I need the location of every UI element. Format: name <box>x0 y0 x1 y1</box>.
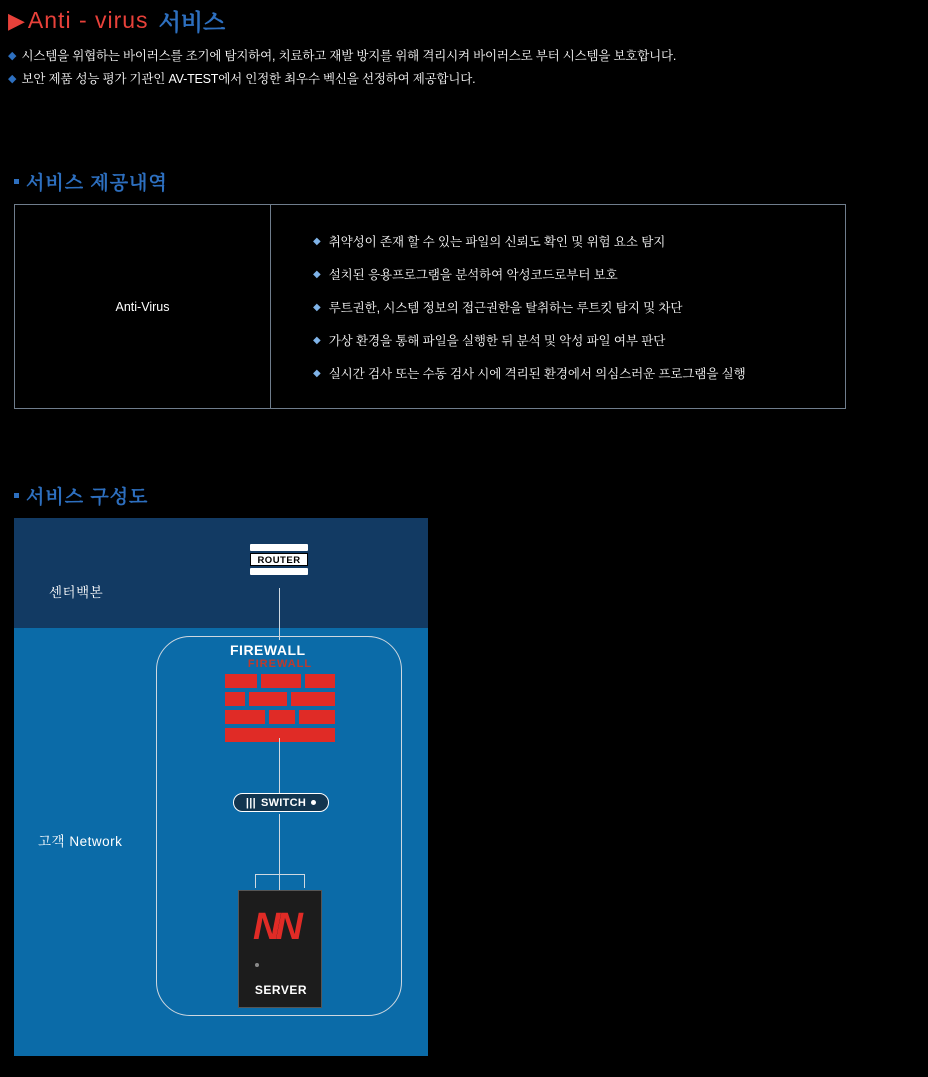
connector-router-firewall <box>279 588 280 640</box>
triangle-right-icon: ▶ <box>8 7 25 33</box>
service-item-text: 가상 환경을 통해 파일을 실행한 뒤 분석 및 악성 파일 여부 판단 <box>328 334 666 348</box>
service-item-text: 루트권한, 시스템 정보의 접근권한을 탈취하는 루트킷 탐지 및 차단 <box>328 301 683 315</box>
service-table-items <box>271 205 845 408</box>
page-title <box>8 4 225 37</box>
table-row <box>313 266 845 284</box>
page-title-en: Anti - virus <box>27 7 149 33</box>
bullet-diamond-icon: ◆ <box>313 302 321 313</box>
server-led-icon <box>255 963 259 967</box>
firewall-watermark: FIREWALL <box>247 658 313 670</box>
bullet-diamond-icon: ◆ <box>313 236 321 247</box>
switch-ports-icon: ||| <box>245 796 256 809</box>
intro-bullet-text: 보안 제품 성능 평가 기관인 AV-TEST에서 인정한 최우수 벡신을 선정하여 제공합니다. <box>21 72 476 86</box>
firewall-icon <box>225 658 335 753</box>
bullet-diamond-icon: ◆ <box>8 73 17 85</box>
square-bullet-icon <box>14 179 19 184</box>
network-diagram <box>14 518 428 1056</box>
server-bracket <box>255 874 305 888</box>
section-heading-diagram-label: 서비스 구성도 <box>26 487 149 508</box>
intro-bullet-item <box>8 48 888 64</box>
customer-network-label: 고객 Network <box>38 834 123 849</box>
table-row <box>313 332 845 350</box>
service-item-text: 실시간 검사 또는 수동 검사 시에 격리된 환경에서 의심스러운 프로그램을 실행 <box>328 367 746 381</box>
firewall-label: FIREWALL <box>230 642 306 658</box>
section-heading-diagram <box>14 482 148 509</box>
connector-firewall-switch <box>279 738 280 796</box>
server-logo-icon: NN <box>253 907 298 948</box>
server-label: SERVER <box>254 983 308 997</box>
intro-bullet-item <box>8 71 888 87</box>
intro-bullet-text: 시스템을 위협하는 바이러스를 조기에 탐지하여, 치료하고 재발 방지를 위해 격리시켜 바이러스로 부터 시스템을 보호합니다. <box>21 49 677 63</box>
intro-bullets <box>8 48 888 94</box>
service-table <box>14 204 846 409</box>
table-row <box>313 233 845 251</box>
router-icon <box>250 544 308 577</box>
bullet-diamond-icon: ◆ <box>313 269 321 280</box>
square-bullet-icon <box>14 493 19 498</box>
switch-node <box>233 793 329 812</box>
service-item-text: 취약성이 존재 할 수 있는 파일의 신뢰도 확인 및 위험 요소 탐지 <box>328 235 666 249</box>
page-title-ko: 서비스 <box>158 9 226 35</box>
switch-label: SWITCH <box>260 796 307 809</box>
service-item-text: 설치된 응용프로그램을 분석하여 악성코드로부터 보호 <box>328 268 618 282</box>
bullet-diamond-icon: ◆ <box>313 368 321 379</box>
server-node <box>238 890 322 1008</box>
table-row <box>313 365 845 383</box>
bullet-diamond-icon: ◆ <box>313 335 321 346</box>
section-heading-provide <box>14 168 168 195</box>
bullet-diamond-icon: ◆ <box>8 50 17 62</box>
table-row <box>313 299 845 317</box>
center-backbone-label: 센터백본 <box>49 585 104 600</box>
router-label: ROUTER <box>250 553 308 566</box>
section-heading-provide-label: 서비스 제공내역 <box>26 173 168 194</box>
service-table-row-label: Anti-Virus <box>15 205 271 408</box>
center-backbone-band <box>14 518 428 628</box>
switch-led-icon <box>311 800 316 805</box>
